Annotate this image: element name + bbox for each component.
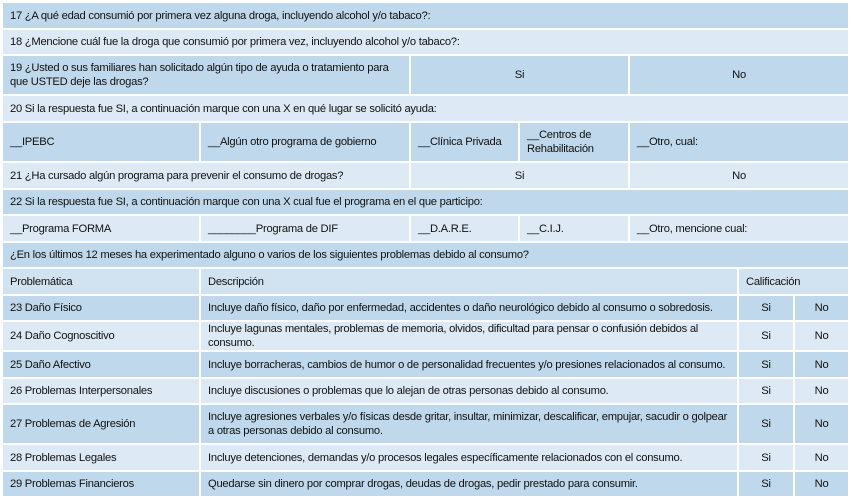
q22-option-otro[interactable]: __Otro, mencione cual: [629,215,849,242]
questionnaire [1,1,848,498]
q22-row [2,189,849,215]
q19-row [2,55,849,95]
problem-description: Incluye lagunas mentales, problemas de memoria, olvidos, dificultad para pensar o confusión debidos al consumo. [200,321,738,351]
header-descripcion: Descripción [200,268,738,295]
q20-text: 20 Si la respuesta fue SI, a continuación marque con una X en qué lugar se solicitó ayuda: [2,95,849,122]
problem-no-option[interactable]: No [794,321,849,351]
q22-option-forma[interactable]: __Programa FORMA [2,215,200,242]
problem-yes-option[interactable]: Si [738,321,794,351]
problem-no-option[interactable]: No [794,404,849,444]
q17-text: 17 ¿A qué edad consumió por primera vez alguna droga, incluyendo alcohol y/o tabaco?: [2,2,849,29]
q22-options-row [2,215,849,242]
table-row [2,471,849,497]
q22-option-dif[interactable]: ________Programa de DIF [200,215,410,242]
header-calificacion: Calificación [738,268,849,295]
problem-name: 25 Daño Afectivo [2,351,200,378]
q21-text: 21 ¿Ha cursado algún programa para prevenir el consumo de drogas? [2,162,410,189]
q20-row [2,95,849,122]
header-problematica: Problemática [2,268,200,295]
q21-no-option[interactable]: No [629,162,849,189]
q18-row [2,29,849,55]
q19-yes-option[interactable]: Si [410,55,629,95]
q22-option-dare[interactable]: __D.A.R.E. [410,215,519,242]
problem-yes-option[interactable]: Si [738,444,794,471]
q20-option-clinica[interactable]: __Clínica Privada [410,122,519,162]
problem-description: Incluye agresiones verbales y/o físicas desde gritar, insultar, minimizar, descalificar, empujar, sacudir o golpear a otras personas debido al consumo. [200,404,738,444]
q20-option-centros[interactable]: __Centros de Rehabilitación [519,122,629,162]
problem-no-option[interactable]: No [794,378,849,404]
problem-yes-option[interactable]: Si [738,295,794,321]
problem-yes-option[interactable]: Si [738,351,794,378]
problem-description: Quedarse sin dinero por comprar drogas, deudas de drogas, pedir prestado para consumir. [200,471,738,497]
problem-description: Incluye discusiones o problemas que lo alejan de otras personas debido al consumo. [200,378,738,404]
problem-description: Incluye daño físico, daño por enfermedad, accidentes o daño neurológico debido al consumo o sobredosis. [200,295,738,321]
q21-row [2,162,849,189]
problem-yes-option[interactable]: Si [738,471,794,497]
problem-description: Incluye borracheras, cambios de humor o de personalidad frecuentes y/o presiones relacionados al consumo. [200,351,738,378]
q20-options-row [2,122,849,162]
q19-text: 19 ¿Usted o sus familiares han solicitado algún tipo de ayuda o tratamiento para que USTED deje las drogas? [2,55,410,95]
q20-option-gobierno[interactable]: __Algún otro programa de gobierno [200,122,410,162]
table-row [2,321,849,351]
problem-no-option[interactable]: No [794,444,849,471]
table-row [2,444,849,471]
problems-question-text: ¿En los últimos 12 meses ha experimentado alguno o varios de los siguientes problemas debido al consumo? [2,242,849,268]
problem-no-option[interactable]: No [794,471,849,497]
q20-option-ipebc[interactable]: __IPEBC [2,122,200,162]
table-row [2,378,849,404]
problem-yes-option[interactable]: Si [738,404,794,444]
problem-name: 24 Daño Cognoscitivo [2,321,200,351]
problem-yes-option[interactable]: Si [738,378,794,404]
problem-name: 23 Daño Físico [2,295,200,321]
table-row [2,404,849,444]
q21-yes-option[interactable]: Si [410,162,629,189]
problem-no-option[interactable]: No [794,351,849,378]
questionnaire-table [1,1,850,498]
q22-option-cij[interactable]: __C.I.J. [519,215,629,242]
q22-text: 22 Si la respuesta fue SI, a continuación marque con una X cual fue el programa en el que participo: [2,189,849,215]
q18-text: 18 ¿Mencione cuál fue la droga que consumió por primera vez, incluyendo alcohol y/o tabaco?: [2,29,849,55]
q20-option-otro[interactable]: __Otro, cual: [629,122,849,162]
problem-name: 26 Problemas Interpersonales [2,378,200,404]
table-row [2,295,849,321]
q19-no-option[interactable]: No [629,55,849,95]
problem-description: Incluye detenciones, demandas y/o procesos legales específicamente relacionados con el consumo. [200,444,738,471]
q17-row [2,2,849,29]
problem-no-option[interactable]: No [794,295,849,321]
problem-name: 29 Problemas Financieros [2,471,200,497]
problems-question-row [2,242,849,268]
table-row [2,351,849,378]
problems-header-row [2,268,849,295]
problem-name: 28 Problemas Legales [2,444,200,471]
problem-name: 27 Problemas de Agresión [2,404,200,444]
